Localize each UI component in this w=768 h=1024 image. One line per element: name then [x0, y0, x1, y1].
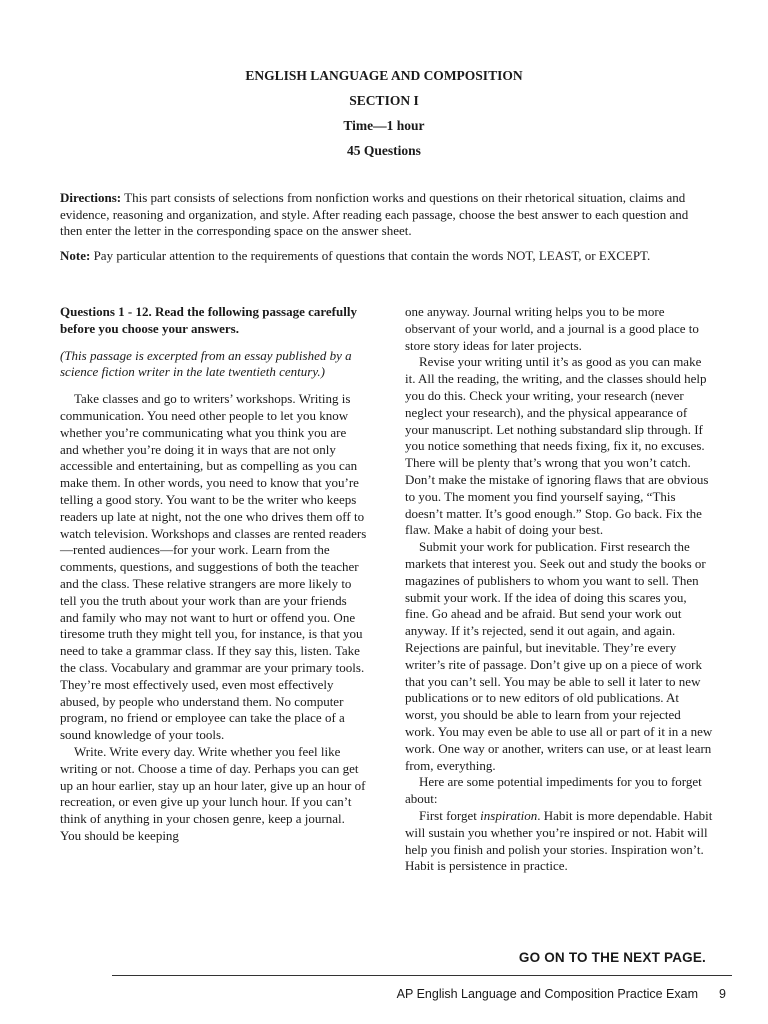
- passage-intro: (This passage is excerpted from an essay published by a science fiction writer in the late twentieth century.): [60, 347, 352, 380]
- page-number: 9: [719, 987, 726, 1001]
- footer-divider: [112, 975, 732, 976]
- passage-text: . Habit is more dependable. Habit will sustain you whether you’re inspired or not. Habit will help you finish and polish your stories. Inspiration won’t. Habit is persistence in practice.: [405, 807, 713, 874]
- passage-paragraph: one anyway. Journal writing helps you to be more observant of your world, and a journal is a good place to store story ideas for later projects.: [405, 304, 699, 353]
- directions-text: This part consists of selections from nonfiction works and questions on their rhetorical situation, claims and evidence, reasoning and organization, and style. After reading each passage, choose the best answer to each question and then enter the letter in the corresponding space on the answer sheet.: [60, 190, 689, 238]
- note-text: Pay particular attention to the requirements of questions that contain the words NOT, LEAST, or EXCEPT.: [90, 247, 651, 263]
- passage-paragraph: Take classes and go to writers’ workshops. Writing is communication. You need other people to let you know whether you’re communicating what you think you are and whether you’re doing it in ways that are not only accessible and entertaining, but as compelling as you can make them. In other words, you need to know that you’re telling a good story. You want to be the writer who keeps readers up late at night, not the one who drives them off to watch television. Workshops and classes are rented readers—rented audiences—for your work. Learn from the comments, questions, and suggestions of both the teacher and the class. These relative strangers are more likely to tell you the truth about your work than are your friends and family who may not want to hurt or offend you. One tiresome truth they might tell you, for instance, is that you need to take a grammar class. If they say this, listen. Take the class. Vocabulary and grammar are your primary tools. They’re most effectively used, even most effectively abused, by people who understand them. No computer program, no friend or employee can take the place of a sound knowledge of your tools.: [60, 391, 367, 743]
- question-count: 45 Questions: [347, 143, 421, 158]
- time-limit: Time—1 hour: [343, 118, 425, 133]
- passage-paragraph: [405, 808, 713, 875]
- passage-text: First forget: [419, 807, 481, 823]
- passage-paragraph: Write. Write every day. Write whether you feel like writing or not. Choose a time of day. Perhaps you can get up an hour earlier, stay up an hour later, give up an hour of recreation, or even give up your lunch hour. If you can’t think of anything in your chosen genre, keep a journal. You should be keeping: [60, 743, 366, 843]
- passage-left-column: [60, 304, 368, 845]
- section-header: [0, 66, 768, 166]
- passage-emphasis: inspiration: [480, 807, 538, 823]
- note-paragraph: [60, 248, 710, 265]
- passage-paragraph: Revise your writing until it’s as good as you can make it. All the reading, the writing, and the classes should help you do this. Check your writing, your research (never neglect your research), and the physical appearance of your manuscript. Let nothing substandard slip through. If you notice something that needs fixing, fix it, no excuses. There will be plenty that’s wrong that you won’t catch. Don’t make the mistake of ignoring flaws that are obvious to you. The moment you find yourself saying, “This doesn’t matter. It’s good enough.” Stop. Go back. Fix the flaw. Make a habit of doing your best.: [405, 354, 709, 538]
- passage-paragraph: Submit your work for publication. First research the markets that interest you. Seek out and study the books or magazines of publishers to whom you want to sell. Then submit your work. If the idea of doing this scares you, fine. Go ahead and be afraid. But send your work out anyway. If it’s rejected, send it out again, and again. Rejections are painful, but inevitable. They’re every writer’s rite of passage. Don’t give up on a piece of work that you can’t sell. You may be able to sell it later to new publications or to new editors of old publications. At worst, you should be able to learn from your rejected work. You may even be able to use all or part of it in a new work. One way or another, writers can use, or at least learn from, everything.: [405, 539, 713, 773]
- note-label: Note:: [60, 247, 91, 263]
- questions-heading: Questions 1 - 12. Read the following passage carefully before you choose your answers.: [60, 304, 357, 336]
- directions-paragraph: [60, 190, 710, 240]
- passage-paragraph: Here are some potential impediments for you to forget about:: [405, 774, 702, 807]
- subject-title: ENGLISH LANGUAGE AND COMPOSITION: [245, 68, 523, 83]
- directions-label: Directions:: [60, 190, 122, 205]
- next-page-notice: GO ON TO THE NEXT PAGE.: [518, 950, 706, 965]
- directions-block: [60, 190, 710, 272]
- exam-title: AP English Language and Composition Practice Exam: [396, 987, 698, 1001]
- section-title: SECTION I: [349, 93, 419, 108]
- passage-right-column: [405, 304, 713, 875]
